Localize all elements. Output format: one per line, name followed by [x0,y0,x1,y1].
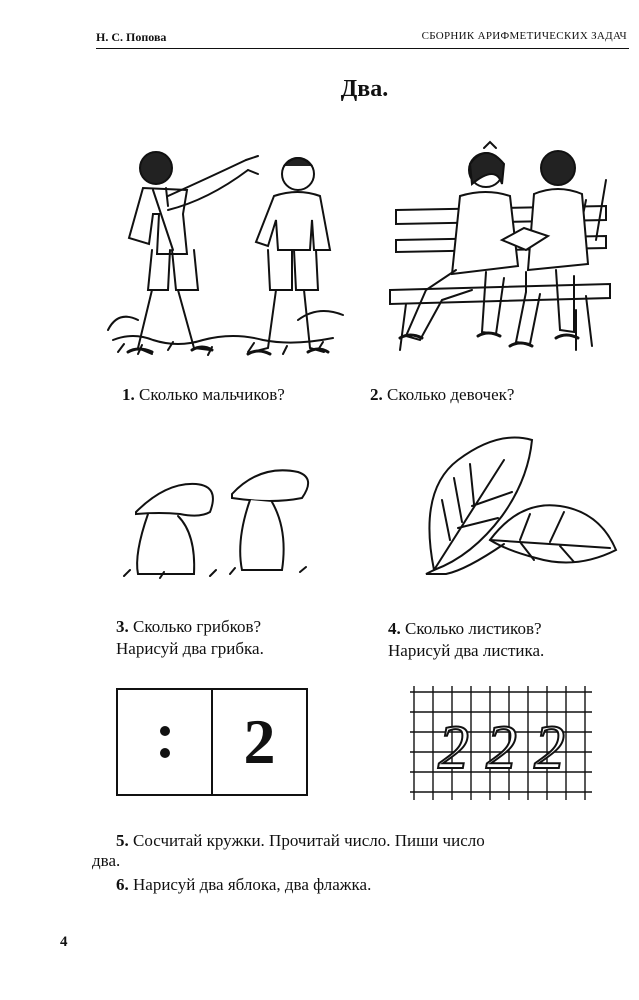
question-1 [122,384,285,406]
question-1-text: Сколько мальчиков? [139,385,285,404]
question-4-number: 4. [388,619,401,638]
question-3-text: Сколько грибков? [133,617,262,636]
counting-dot [160,726,170,736]
question-4-text: Сколько листиков? [405,619,542,638]
number-card-digit: 2 [243,706,276,777]
question-2-number: 2. [370,385,383,404]
question-6 [116,874,371,896]
question-5-text: Сосчитай кружки. Прочитай число. Пиши число [133,831,485,850]
grid-digit: 2 [438,714,469,782]
question-2 [370,384,514,406]
question-4-line2: Нарисуй два листика. [388,641,545,660]
question-3-number: 3. [116,617,129,636]
page-number: 4 [60,934,68,950]
question-4 [388,618,544,662]
writing-grid-digits [438,714,565,782]
boys-illustration [108,140,348,370]
question-5-number: 5. [116,831,129,850]
question-3-line2: Нарисуй два грибка. [116,639,264,658]
question-1-number: 1. [122,385,135,404]
header-book-title: СБОРНИК АРИФМЕТИЧЕСКИХ ЗАДАЧ [421,30,627,42]
header-divider [96,48,629,49]
question-5-line2: два. [92,851,121,870]
grid-digit: 2 [486,714,517,782]
counting-dot [160,748,170,758]
question-6-number: 6. [116,875,129,894]
girls-illustration [386,140,616,370]
leaves-illustration [410,430,620,580]
page-title: Два. [340,76,389,102]
question-2-text: Сколько девочек? [387,385,515,404]
grid-digit: 2 [534,714,565,782]
number-card [116,688,308,796]
writing-grid [410,686,592,800]
header-author: Н. С. Попова [96,30,167,44]
dots-cell [118,690,211,794]
mushrooms-illustration [120,460,320,580]
question-3 [116,616,264,660]
question-5 [116,830,485,852]
question-6-text: Нарисуй два яблока, два флажка. [133,875,372,894]
digit-cell [211,690,306,794]
